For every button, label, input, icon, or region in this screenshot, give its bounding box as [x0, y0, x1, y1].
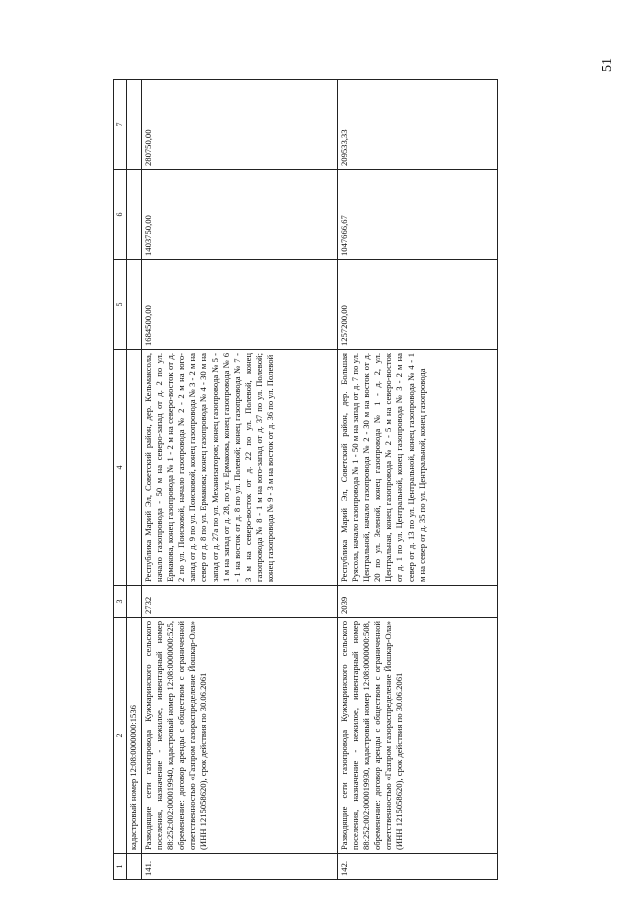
carry-over-text: кадастровый номер 12:08:0000000:1536 — [127, 618, 142, 854]
property-table — [113, 79, 498, 880]
value-col6: 1047666,67 — [338, 170, 498, 260]
table-row — [338, 80, 498, 880]
object-description: Разводящие сети газопровода Кужмаринского сельского поселения, назначение - нежилое, инвентарный номер 88:252:002:000019940, кадастровый номер 12:08:0000000:525, обременение: договор аренды с обществом с ограниченной ответственностью «Газпром газораспределение Йошкар-Ола» (ИНН 1215058620), срок действия по 30.06.2061 — [142, 618, 338, 854]
rotated-sheet — [113, 80, 533, 880]
value-col7: 209533,33 — [338, 80, 498, 170]
column-header: 1 — [114, 854, 127, 880]
column-header: 6 — [114, 170, 127, 260]
value-col6: 1403750,00 — [142, 170, 338, 260]
object-location: Республика Марий Эл, Советский район, дер. Большая Руясола, начало газопровода № 1 - 50 м на запад от д. 7 по ул. Центральной, начало газопровода № 2 - 30 м на восток от д. 20 по ул. Зеленой, конец газопровода № 1 - д. 2, ул. Центральная, конец газопровода № 2 - 5 м на северо-восток от д. 1 по ул. Центральной, конец газопровода № 3 - 2 м на север от д. 13 по ул. Центральной, конец газопровода № 4 - 1 м на север от д. 35 по ул. Центральной, конец газопровода — [338, 350, 498, 586]
object-description: Разводящие сети газопровода Кужмаринского сельского поселения, назначение - нежилое, инвентарный номер 88:252:002:000019930, кадастровый номер 12:08:0000000:508, обременение: договор аренды с обществом с ограниченной ответственностью «Газпром газораспределение Йошкар-Ола» (ИНН 1215058620), срок действия по 30.06.2061 — [338, 618, 498, 854]
table-row — [142, 80, 338, 880]
column-header: 4 — [114, 350, 127, 586]
column-header: 7 — [114, 80, 127, 170]
column-header: 2 — [114, 618, 127, 854]
column-number-row — [114, 80, 127, 880]
object-length: 2732 — [142, 586, 338, 618]
page-number: 51 — [600, 58, 615, 72]
object-length: 2039 — [338, 586, 498, 618]
row-number: 142. — [338, 854, 498, 880]
value-col5: 1684500,00 — [142, 260, 338, 350]
column-header: 5 — [114, 260, 127, 350]
value-col7: 280750,00 — [142, 80, 338, 170]
row-number: 141. — [142, 854, 338, 880]
column-header: 3 — [114, 586, 127, 618]
carry-over-row — [127, 80, 142, 880]
value-col5: 1257200,00 — [338, 260, 498, 350]
object-location: Республика Марий Эл, Советский район, дер. Кельмаксола, начало газопровода - 50 м на северо-запад от д. 2 по ул. Ермакова, конец газопровода № 1 - 2 м на северо-восток от д. 2 по ул. Поисковой, начало газопровода № 2 - 2 м на юго-запад от д. 9 по ул. Поисковой, конец газопровода № 3 - 2 м на север от д. 8 по ул. Ермакова; конец газопровода № 4 - 30 м на запад от д. 27а по ул. Механизаторов; конец газопровода № 5 - 1 м на запад от д. 28, по ул. Ермакова, конец газопровода № 6 - 1 на восток от д. 8 по ул. Полевой; конец газопровода № 7 - 3 м на северо-восток от д. 22 по ул. Полевой, конец газопровода № 8 - 1 м на юго-запад от д. 37 по ул. Полевой; конец газопровода № 9 - 3 м на восток от д. 36 по ул. Полевой — [142, 350, 338, 586]
